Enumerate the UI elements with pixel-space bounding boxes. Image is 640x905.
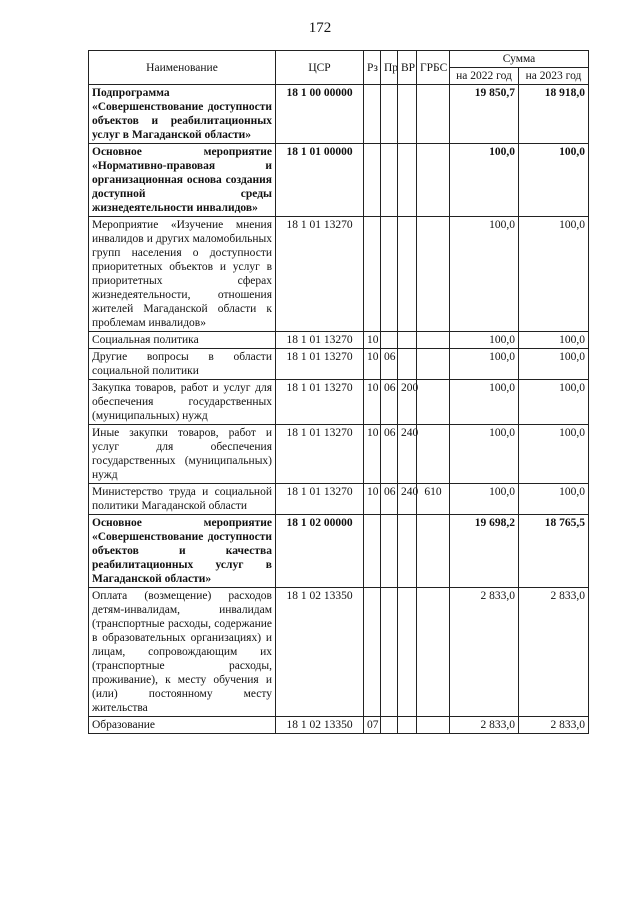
cell-pr [381, 717, 398, 734]
budget-table [88, 50, 589, 734]
cell-y2023: 2 833,0 [519, 717, 589, 734]
header-sum: Сумма [450, 51, 589, 68]
cell-csr: 18 1 02 13350 [276, 588, 364, 717]
cell-pr: 06 [381, 425, 398, 484]
header-csr: ЦСР [276, 51, 364, 85]
cell-grbs [417, 425, 450, 484]
cell-pr: 06 [381, 484, 398, 515]
table-row [89, 588, 589, 717]
cell-csr: 18 1 01 13270 [276, 332, 364, 349]
cell-vr: 240 [398, 484, 417, 515]
cell-rz: 10 [364, 425, 381, 484]
table-row [89, 144, 589, 217]
cell-y2023: 100,0 [519, 484, 589, 515]
cell-y2023: 100,0 [519, 332, 589, 349]
cell-grbs [417, 515, 450, 588]
cell-grbs [417, 349, 450, 380]
cell-grbs: 610 [417, 484, 450, 515]
header-grbs: ГРБС [417, 51, 450, 85]
cell-pr: 06 [381, 380, 398, 425]
cell-pr [381, 332, 398, 349]
cell-grbs [417, 144, 450, 217]
cell-name: Другие вопросы в области социальной политики [89, 349, 276, 380]
cell-grbs [417, 588, 450, 717]
cell-vr [398, 717, 417, 734]
header-2022: на 2022 год [450, 68, 519, 85]
cell-rz [364, 217, 381, 332]
table-row [89, 380, 589, 425]
cell-y2023: 18 765,5 [519, 515, 589, 588]
cell-vr [398, 85, 417, 144]
cell-y2022: 19 850,7 [450, 85, 519, 144]
cell-y2022: 100,0 [450, 349, 519, 380]
cell-rz: 10 [364, 484, 381, 515]
cell-rz [364, 515, 381, 588]
header-name: Наименование [89, 51, 276, 85]
cell-rz [364, 85, 381, 144]
cell-rz [364, 144, 381, 217]
cell-pr [381, 144, 398, 217]
cell-pr [381, 515, 398, 588]
cell-vr [398, 588, 417, 717]
table-row [89, 217, 589, 332]
cell-rz: 10 [364, 349, 381, 380]
cell-csr: 18 1 02 00000 [276, 515, 364, 588]
header-2023: на 2023 год [519, 68, 589, 85]
cell-rz [364, 588, 381, 717]
cell-pr [381, 588, 398, 717]
cell-grbs [417, 380, 450, 425]
cell-grbs [417, 85, 450, 144]
cell-grbs [417, 332, 450, 349]
header-pr: Пр [381, 51, 398, 85]
cell-vr [398, 332, 417, 349]
cell-grbs [417, 717, 450, 734]
cell-y2022: 2 833,0 [450, 717, 519, 734]
cell-vr: 240 [398, 425, 417, 484]
cell-vr: 200 [398, 380, 417, 425]
cell-y2022: 100,0 [450, 425, 519, 484]
cell-rz: 10 [364, 380, 381, 425]
table-row [89, 332, 589, 349]
cell-vr [398, 144, 417, 217]
cell-y2023: 100,0 [519, 425, 589, 484]
cell-y2022: 100,0 [450, 484, 519, 515]
cell-pr: 06 [381, 349, 398, 380]
cell-rz: 07 [364, 717, 381, 734]
table-body [89, 85, 589, 734]
cell-y2022: 19 698,2 [450, 515, 519, 588]
table-row [89, 717, 589, 734]
table-row [89, 484, 589, 515]
page-number: 172 [308, 20, 332, 36]
header-rz: Рз [364, 51, 381, 85]
cell-pr [381, 85, 398, 144]
cell-y2022: 100,0 [450, 332, 519, 349]
header-vr: ВР [398, 51, 417, 85]
cell-name: Подпрограмма «Совершенствование доступности объектов и реабилитационных услуг в Магаданской области» [89, 85, 276, 144]
cell-csr: 18 1 00 00000 [276, 85, 364, 144]
cell-name: Оплата (возмещение) расходов детям-инвалидам, инвалидам (транспортные расходы, содержание в образовательных организациях) и лицам, сопровождающим их (транспортные расходы, проживание), к месту обучения и (или) постоянному месту жительства [89, 588, 276, 717]
cell-name: Иные закупки товаров, работ и услуг для обеспечения государственных (муниципальных) нужд [89, 425, 276, 484]
cell-y2023: 100,0 [519, 349, 589, 380]
cell-y2022: 100,0 [450, 380, 519, 425]
cell-csr: 18 1 01 13270 [276, 425, 364, 484]
cell-y2023: 2 833,0 [519, 588, 589, 717]
cell-csr: 18 1 01 00000 [276, 144, 364, 217]
table-row [89, 515, 589, 588]
cell-csr: 18 1 01 13270 [276, 380, 364, 425]
cell-rz: 10 [364, 332, 381, 349]
cell-y2023: 100,0 [519, 380, 589, 425]
cell-y2023: 100,0 [519, 144, 589, 217]
cell-name: Социальная политика [89, 332, 276, 349]
cell-name: Основное мероприятие «Совершенствование доступности объектов и качества реабилитационных услуг в Магаданской области» [89, 515, 276, 588]
cell-csr: 18 1 01 13270 [276, 349, 364, 380]
cell-name: Мероприятие «Изучение мнения инвалидов и других маломобильных групп населения о доступности приоритетных объектов и услуг в приоритетных сферах жизнедеятельности, отношения жителей Магаданской области к проблемам инвалидов» [89, 217, 276, 332]
cell-name: Закупка товаров, работ и услуг для обеспечения государственных (муниципальных) нужд [89, 380, 276, 425]
cell-csr: 18 1 02 13350 [276, 717, 364, 734]
cell-csr: 18 1 01 13270 [276, 484, 364, 515]
cell-name: Министерство труда и социальной политики Магаданской области [89, 484, 276, 515]
cell-grbs [417, 217, 450, 332]
table-row [89, 349, 589, 380]
cell-csr: 18 1 01 13270 [276, 217, 364, 332]
table-row [89, 85, 589, 144]
cell-pr [381, 217, 398, 332]
cell-name: Образование [89, 717, 276, 734]
cell-y2022: 100,0 [450, 217, 519, 332]
cell-y2022: 100,0 [450, 144, 519, 217]
cell-vr [398, 515, 417, 588]
cell-y2023: 18 918,0 [519, 85, 589, 144]
cell-vr [398, 217, 417, 332]
cell-y2023: 100,0 [519, 217, 589, 332]
cell-name: Основное мероприятие «Нормативно-правовая и организационная основа создания доступной среды жизнедеятельности инвалидов» [89, 144, 276, 217]
cell-y2022: 2 833,0 [450, 588, 519, 717]
cell-vr [398, 349, 417, 380]
table-row [89, 425, 589, 484]
